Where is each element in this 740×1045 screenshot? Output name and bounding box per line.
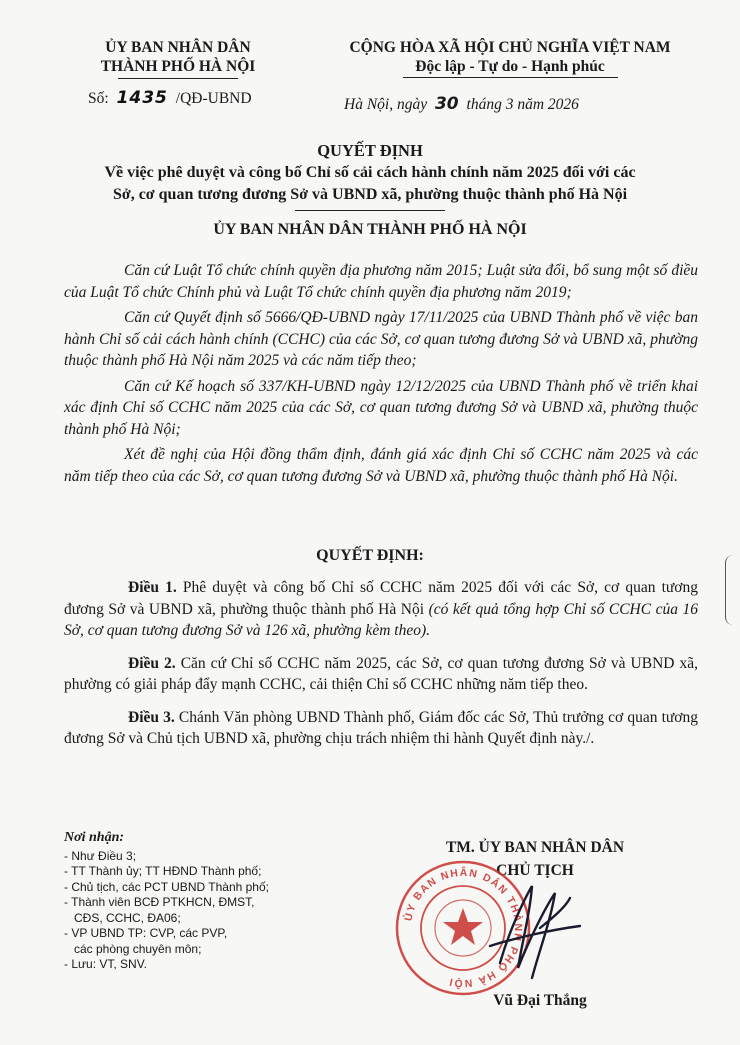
sign-on-behalf: TM. ỦY BAN NHÂN DÂN (445, 839, 625, 856)
date-after: tháng 3 năm 2026 (466, 96, 579, 113)
article-note: (có kết quả tổng hợp Chỉ số CCHC của 16 Sở, cơ quan tương đương Sở và 126 xã, phường kèm theo). (64, 600, 699, 639)
recipients-heading: Nơi nhận: (64, 830, 125, 845)
authority-line2: THÀNH PHỐ HÀ NỘI (100, 58, 256, 75)
signer-name: Vũ Đại Thắng (493, 992, 587, 1009)
article-text: Căn cứ Chỉ số CCHC năm 2025, các Sở, cơ quan tương đương Sở và UBND xã, phường có giải pháp đẩy mạnh CCHC, cải thiện Chỉ số CCHC những năm tiếp theo. (64, 654, 698, 693)
recipients-block (64, 830, 334, 973)
national-name: CỘNG HÒA XÃ HỘI CHỦ NGHĨA VIỆT NAM (349, 39, 671, 56)
motto-underline (403, 77, 618, 78)
date-before: Hà Nội, ngày (344, 96, 428, 113)
sign-position: CHỦ TỊCH (496, 862, 574, 879)
article-1 (64, 577, 698, 642)
subject-line2: Sở, cơ quan tương đương Sở và UBND xã, phường thuộc thành phố Hà Nội (112, 186, 628, 203)
recipient-item: - Như Điều 3; (64, 848, 137, 863)
document-number (88, 88, 252, 108)
document-subject (40, 162, 700, 206)
article-text: Chánh Văn phòng UBND Thành phố, Giám đốc các Sở, Thủ trưởng cơ quan tương đương Sở và Chủ tịch UBND xã, phường chịu trách nhiệm thi hành Quyết định này./. (64, 708, 698, 747)
legal-basis-item: Căn cứ Quyết định số 5666/QĐ-UBND ngày 17/11/2025 của UBND Thành phố về việc ban hành Chỉ số cải cách hành chính (CCHC) của các Sở, cơ quan tương đương Sở và UBND xã, phường thuộc thành phố Hà Nội năm 2025 và các năm tiếp theo; (64, 309, 698, 369)
recipient-item: - TT Thành ủy; TT HĐND Thành phố; (64, 864, 262, 878)
document-title: QUYẾT ĐỊNH (317, 141, 423, 160)
authority-line1: ỦY BAN NHÂN DÂN (105, 39, 251, 56)
article-label: Điều 3. (128, 708, 175, 726)
national-header (300, 38, 720, 78)
article-3 (64, 707, 698, 750)
article-text: Phê duyệt và công bố Chỉ số CCHC năm 2025 đối với các Sở, cơ quan tương đương Sở và UBND xã, phường thuộc thành phố Hà Nội (64, 579, 699, 618)
legal-basis-item: Căn cứ Kế hoạch số 337/KH-UBND ngày 12/12/2025 của UBND Thành phố về triển khai xác định Chỉ số CCHC năm 2025 của các Sở, cơ quan tương đương Sở và UBND xã, phường thuộc thành phố Hà Nội; (64, 377, 698, 438)
legal-basis-item: Căn cứ Luật Tổ chức chính quyền địa phương năm 2015; Luật sửa đổi, bổ sung một số điều của Luật Tổ chức Chính phủ và Luật Tổ chức chính quyền địa phương năm 2019; (64, 262, 698, 301)
legal-basis-item: Xét đề nghị của Hội đồng thẩm định, đánh giá xác định Chỉ số CCHC năm 2025 và các năm tiếp theo của các Sở, cơ quan tương đương Sở và UBND xã, phường thuộc thành phố Hà Nội. (64, 446, 698, 485)
issuing-authority (58, 38, 298, 79)
subject-line1: Về việc phê duyệt và công bố Chỉ số cải cách hành chính năm 2025 đối với các (104, 164, 636, 181)
recipient-item: - Thành viên BCĐ PTKHCN, ĐMST, (64, 895, 255, 909)
issue-date (344, 94, 724, 114)
authority-underline (118, 78, 238, 79)
subject-underline (295, 210, 445, 211)
page-fold-mark (725, 555, 740, 625)
recipient-item: - Lưu: VT, SNV. (64, 957, 147, 971)
doc-number-value: 1435 (116, 88, 168, 108)
recipient-item: các phòng chuyên môn; (74, 941, 202, 956)
issuer-heading: ỦY BAN NHÂN DÂN THÀNH PHỐ HÀ NỘI (213, 221, 527, 238)
legal-bases (64, 260, 698, 491)
doc-number-prefix: Số: (88, 90, 109, 107)
article-label: Điều 2. (128, 654, 176, 672)
doc-number-suffix: /QĐ-UBND (175, 90, 252, 107)
recipient-item: CĐS, CCHC, ĐA06; (74, 910, 181, 925)
national-motto: Độc lập - Tự do - Hạnh phúc (415, 58, 605, 75)
article-2 (64, 653, 698, 696)
recipient-item: - Chủ tịch, các PCT UBND Thành phố; (64, 879, 269, 894)
recipient-item: - VP UBND TP: CVP, các PVP, (64, 926, 228, 940)
date-day: 30 (434, 94, 459, 114)
seal-text: ỦY BAN NHÂN DÂN THÀNH PHỐ HÀ NỘI (402, 866, 525, 990)
articles (64, 577, 698, 761)
article-label: Điều 1. (128, 579, 177, 596)
decision-heading: QUYẾT ĐỊNH: (316, 547, 424, 564)
signature-icon (470, 868, 590, 988)
